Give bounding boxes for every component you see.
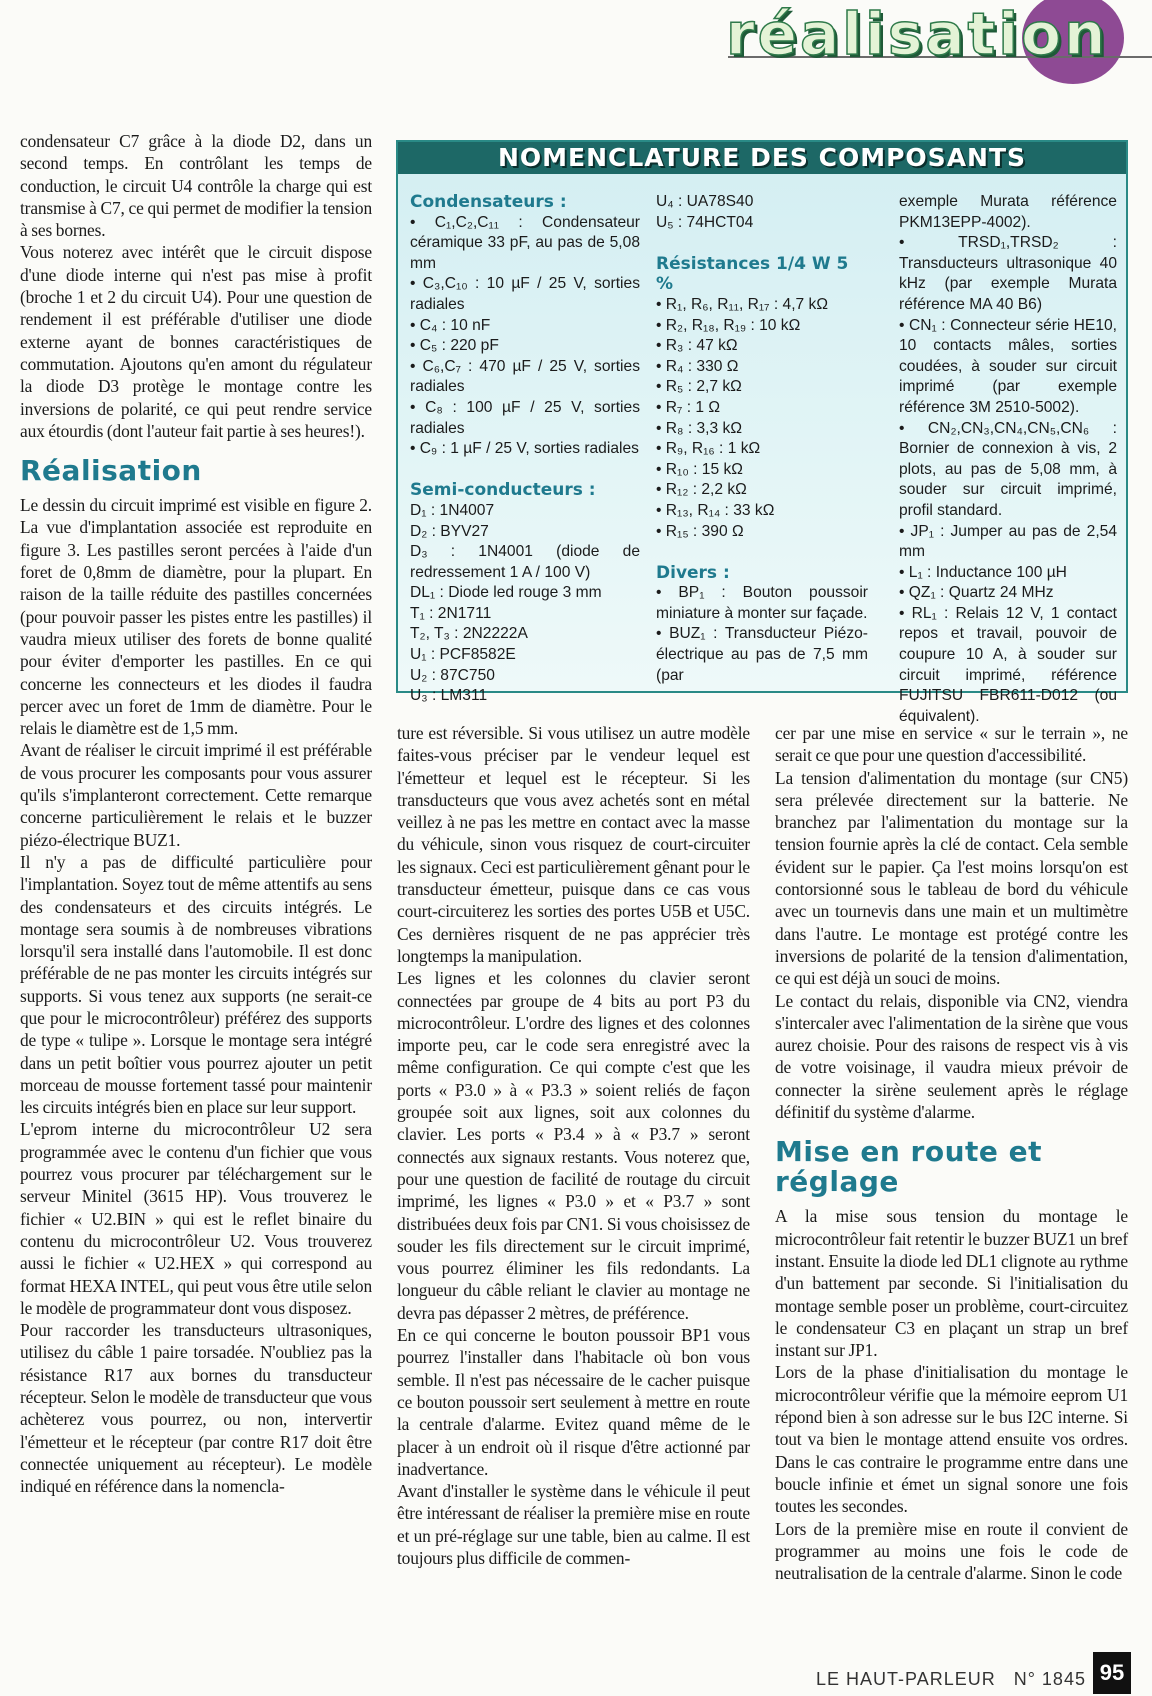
component-item: U₁ : PCF8582E: [410, 646, 516, 664]
component-category-heading: Résistances 1/4 W 5 %: [656, 253, 849, 295]
component-item: • R₁₂ : 2,2 kΩ: [656, 481, 747, 499]
component-item: D₃ : 1N4001 (diode de redressement 1 A / 100 V): [410, 543, 640, 581]
spacer: [656, 233, 868, 254]
paragraph: Le contact du relais, disponible via CN2, viendra s'intercaler avec l'alimentation de la sirène que vous aurez choisie. Pour des raisons de respect vis à vis de votre voisinage, il vaudra mieux prévoir de connecter la sirène seulement après le réglage définitif du système d'alarme.: [775, 990, 1128, 1123]
component-item: • C₅ : 220 pF: [410, 337, 499, 355]
component-item: • R₁₅ : 390 Ω: [656, 522, 744, 540]
paragraph: condensateur C7 grâce à la diode D2, dans un second temps. En contrôlant les temps de conduction, le circuit U4 contrôle la charge qui est transmise à C7, ce qui permet de modifier la tension à ses bornes.: [20, 131, 372, 241]
section-heading: Mise en route et réglage: [775, 1135, 1043, 1199]
component-item: U₄ : UA78S40: [656, 193, 754, 210]
component-item: • R₅ : 2,7 kΩ: [656, 378, 742, 396]
component-item: • C₄ : 10 nF: [410, 316, 491, 334]
component-item: • QZ₁ : Quartz 24 MHz: [899, 584, 1054, 602]
spacer: [656, 542, 868, 563]
components-list-title: NOMENCLATURE DES COMPOSANTS: [398, 142, 1126, 174]
component-item: DL₁ : Diode led rouge 3 mm: [410, 584, 602, 602]
section-heading: Réalisation: [20, 454, 202, 488]
component-item: • C₉ : 1 µF / 25 V, sorties radiales: [410, 440, 639, 458]
section-title: réalisation: [726, 0, 1109, 68]
component-item: T₁ : 2N1711: [410, 604, 492, 622]
components-column-3: [899, 192, 1117, 727]
component-item: D₂ : BYV27: [410, 522, 489, 540]
paragraph: Pour raccorder les transducteurs ultrasoniques, utilisez du câble 1 paire torsadée. N'oubliez pas la résistance R17 aux bornes du transducteur récepteur. Selon le modèle de transducteur que vous achèterez vous pourrez, ou non, intervertir l'émetteur et le récepteur (par contre R17 doit être connectée uniquement au récepteur). Le modèle indiqué en référence dans la nomencla-: [20, 1320, 372, 1497]
component-item: • R₃ : 47 kΩ: [656, 337, 738, 355]
component-item: • RL₁ : Relais 12 V, 1 contact repos et travail, pouvoir de coupure 10 A, à souder sur circuit imprimé, référence FUJITSU FBR611-D012 (ou équivalent).: [899, 604, 1117, 725]
article-column-left: [20, 130, 372, 1498]
magazine-name: LE HAUT-PARLEUR: [816, 1669, 996, 1689]
component-item: • C₁,C₂,C₁₁ : Condensateur céramique 33 pF, au pas de 5,08 mm: [410, 213, 640, 272]
components-column-1: [410, 192, 640, 707]
component-item: • C₆,C₇ : 470 µF / 25 V, sorties radiales: [410, 357, 640, 396]
page-footer: [816, 1668, 1104, 1690]
paragraph: Lors de la phase d'initialisation du montage le microcontrôleur vérifie que la mémoire eeprom U1 répond bien à son adresse sur le bus I2C interne. Si tout va bien le montage attend ensuite vos ordres. Dans le cas contraire le programme entre dans une boucle infinie et émet un signal sonore une fois toutes les secondes.: [775, 1362, 1128, 1517]
component-item: • CN₂,CN₃,CN₄,CN₅,CN₆ : Bornier de connexion à vis, 2 plots, au pas de 5,08 mm, à souder sur circuit imprimé, profil standard.: [899, 419, 1117, 519]
paragraph: ture est réversible. Si vous utilisez un autre modèle faites-vous préciser par le vendeur lequel est l'émetteur et lequel est le récepteur. Si les transducteurs que vous avez achetés sont en métal veillez à ne pas les mettre en contact avec la masse du véhicule, sinon vous risquez de court-circuiter les signaux. Ceci est particulièrement gênant pour le transducteur émetteur, puisque dans ce cas vous court-circuiterez les sorties des portes U5B et U5C. Ces dernières risquent de ne pas apprécier très longtemps la manipulation.: [397, 723, 750, 966]
paragraph: Avant d'installer le système dans le véhicule il peut être intéressant de réaliser la première mise en route et un pré-réglage sur une table, bien au calme. Il est toujours plus difficile de commen-: [397, 1481, 750, 1568]
paragraph: Avant de réaliser le circuit imprimé il est préférable de vous procurer les composants pour vous assurer qu'ils s'implanteront correctement. Cette remarque concerne particulièrement le relais et le buzzer piézo-électrique BUZ1.: [20, 740, 372, 850]
component-item: • BP₁ : Bouton poussoir miniature à monter sur façade.: [656, 584, 868, 622]
components-column-2: [656, 192, 868, 686]
component-item: D₁ : 1N4007: [410, 501, 495, 519]
components-list-box: [396, 140, 1128, 725]
component-item: T₂, T₃ : 2N2222A: [410, 625, 528, 643]
component-item: • R₉, R₁₆ : 1 kΩ: [656, 440, 761, 458]
component-item: • R₁₀ : 15 kΩ: [656, 460, 743, 478]
paragraph: En ce qui concerne le bouton poussoir BP1 vous pourrez l'installer dans l'habitacle où bon vous semble. Il n'est pas nécessaire de le cacher puisque ce bouton poussoir sert seulement à mettre en route la centrale d'alarme. Evitez quand même de le placer à un endroit où il risque d'être actionné par inadvertance.: [397, 1325, 750, 1479]
paragraph: L'eprom interne du microcontrôleur U2 sera programmée avec le contenu d'un fichier que vous pourrez vous procurer par téléchargement sur le serveur Minitel (3615 HP). Vous trouverez le fichier « U2.BIN » qui est le reflet binaire du contenu du microcontrôleur U2. Vous trouverez aussi le fichier « U2.HEX » qui correspond au format HEXA INTEL, qui peut vous être utile selon le modèle de programmateur dont vous disposez.: [20, 1119, 372, 1318]
paragraph: cer par une mise en service « sur le terrain », ne serait ce que pour une question d'accessibilité.: [775, 723, 1128, 766]
component-item: • JP₁ : Jumper au pas de 2,54 mm: [899, 522, 1117, 561]
component-item: • R₁, R₆, R₁₁, R₁₇ : 4,7 kΩ: [656, 295, 828, 313]
component-category-heading: Condensateurs :: [410, 192, 567, 212]
component-category-heading: Semi-conducteurs :: [410, 480, 596, 501]
paragraph: Il n'y a pas de difficulté particulière pour l'implantation. Soyez tout de même attentifs au sens des condensateurs et des circuits intégrés. Le montage sera soumis à de nombreuses vibrations lorsqu'il sera installé dans l'automobile. Il est donc préférable de ne pas monter les circuits intégrés sur supports. Si vous tenez aux supports (ne serait-ce que pour le microcontrôleur) préférez des supports de type « tulipe ». Lorsque le montage sera intégré dans un petit boîtier vous pourrez ajouter un petit morceau de mousse fortement tassé pour maintenir les circuits intégrés bien en place sur leur support.: [20, 851, 372, 1118]
issue-number: N° 1845: [1013, 1669, 1086, 1689]
component-item: • C₃,C₁₀ : 10 µF / 25 V, sorties radiales: [410, 275, 640, 313]
component-item: • TRSD₁,TRSD₂ : Transducteurs ultrasonique 40 kHz (par exemple Murata référence MA 40 B6): [899, 234, 1117, 313]
component-item: • CN₁ : Connecteur série HE10, 10 contacts mâles, sorties coudées, à souder sur circuit imprimé (par exemple référence 3M 2510-5002).: [899, 316, 1117, 416]
paragraph: La tension d'alimentation du montage (sur CN5) sera prélevée directement sur la batterie. Ne branchez par l'alimentation du montage sur la tension fournie après la clé de contact. Cela semble évident sur le papier. Ça l'est moins lorsqu'on est contorsionné sous le tableau de bord du véhicule avec un tournevis dans une main et un multimètre dans l'autre. Le montage est protégé contre les inversions de polarité de la tension d'alimentation, ce qui est déjà un souci de moins.: [775, 767, 1128, 989]
component-item: • R₈ : 3,3 kΩ: [656, 419, 742, 437]
paragraph: A la mise sous tension du montage le microcontrôleur fait retentir le buzzer BUZ1 un bref instant. Ensuite la diode led DL1 clignote au rythme d'un battement par seconde. Si l'initialisation du montage semble poser un problème, court-circuitez le condensateur C3 en plaçant un strap un bref instant sur JP1.: [775, 1206, 1128, 1361]
component-item: • R₇ : 1 Ω: [656, 398, 721, 416]
component-item: U₅ : 74HCT04: [656, 213, 754, 231]
paragraph: Le dessin du circuit imprimé est visible en figure 2. La vue d'implantation associée est reproduite en figure 3. Les pastilles seront percées à l'aide d'un foret de 0,8mm de diamètre, pour la plupart. En raison de la taille réduite des pastilles concernées (pour pouvoir passer les pistes entre les pastilles) il vaudra mieux utiliser des forets de bonne qualité pour éviter d'emporter les pastilles. En ce qui concerne les connecteurs et les diodes il faudra percer avec un foret de 1mm de diamètre. Pour le relais le diamètre est de 1,5 mm.: [20, 495, 372, 739]
component-item: • R₄ : 330 Ω: [656, 357, 739, 375]
component-item: • C₈ : 100 µF / 25 V, sorties radiales: [410, 398, 640, 437]
paragraph: Les lignes et les colonnes du clavier seront connectées par groupe de 4 bits au port P3 du microcontrôleur. L'ordre des lignes et des colonnes importe peu, car le code sera enregistré avec la même configuration. Ce qui compte c'est que les ports « P3.0 » à « P3.3 » soient reliés de façon groupée soit aux lignes, soit aux colonnes du clavier. Les ports « P3.4 » à « P3.7 » seront connectés aux signaux restants. Vous noterez que, pour une question de facilité de routage du circuit imprimé, les lignes « P3.0 » et « P3.7 » sont distribuées deux fois par CN1. Si vous choisissez de souder les fils directement sur le circuit imprimé, vous pourrez éliminer les fils redondants. La longueur du câble reliant le clavier au montage ne devra pas dépasser 2 mètres, de préférence.: [397, 968, 750, 1323]
component-item: • BUZ₁ : Transducteur Piézo-électrique au pas de 7,5 mm (par: [656, 625, 868, 684]
component-item: • R₁₃, R₁₄ : 33 kΩ: [656, 501, 775, 519]
article-column-right: [775, 722, 1128, 1584]
component-category-heading: Divers :: [656, 562, 730, 583]
article-column-middle: [397, 722, 750, 1569]
component-item: • R₂, R₁₈, R₁₉ : 10 kΩ: [656, 316, 801, 334]
component-item: U₃ : LM311: [410, 687, 488, 705]
paragraph: Lors de la première mise en route il convient de programmer au moins une fois le code de neutralisation de la centrale d'alarme. Sinon le code: [775, 1518, 1128, 1584]
component-item: • L₁ : Inductance 100 µH: [899, 563, 1067, 581]
paragraph: Vous noterez avec intérêt que le circuit dispose d'une diode interne qui n'est pas mise à profit (broche 1 et 2 du circuit U4). Pour une question de rendement il est préférable d'utiliser une diode externe ayant de bonnes caractéristiques de commutation. Ajoutons qu'en amont du régulateur la diode D3 protège le montage contre les inversions de polarité, ce qui peut rendre service aux étourdis (dont l'auteur fait partie à ses heures!).: [20, 242, 372, 441]
component-item: U₂ : 87C750: [410, 666, 495, 684]
page-number: 95: [1093, 1652, 1131, 1694]
spacer: [410, 460, 640, 481]
component-item: exemple Murata référence PKM13EPP-4002).: [899, 193, 1117, 231]
